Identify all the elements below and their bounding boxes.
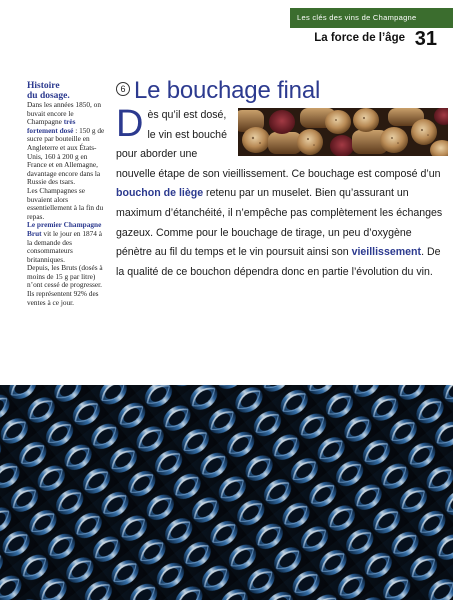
sidebar-text: Dans les années 1850, on buvait encore le Champagne bbox=[27, 100, 101, 127]
drop-cap: D bbox=[116, 103, 144, 145]
sidebar-history bbox=[27, 82, 107, 307]
sidebar-emphasis: Le premier Champagne Brut bbox=[27, 220, 102, 238]
section-title: Le bouchage final bbox=[134, 77, 321, 104]
muselets-photo bbox=[0, 385, 453, 600]
article-body bbox=[116, 103, 448, 282]
sidebar-title-line1: Histoire bbox=[27, 81, 60, 91]
sidebar-emphasis: très fortement dosé bbox=[27, 117, 76, 135]
muselets-photo-svg bbox=[0, 385, 453, 600]
sidebar-title bbox=[27, 82, 107, 101]
sidebar-paragraph: Les Champagnes se buvaient alors essentiellement à la fin du repas. bbox=[27, 185, 104, 221]
page-number: 31 bbox=[414, 28, 437, 50]
sidebar-paragraph: Depuis, les Bruts (dosés à moins de 15 g par litre) n’ont cessé de progresser. bbox=[27, 263, 103, 290]
article-highlight: vieillissement bbox=[351, 246, 422, 259]
sidebar-paragraph bbox=[27, 221, 107, 264]
sidebar-text: : 150 g de sucre par bouteille en Angleterre et aux États-Unis, 160 à 200 g en France et en Allemagne, davantage encore dans la Russie des tsars. bbox=[27, 125, 105, 187]
article-text: ès qu’il est dosé, le vin est bouché pour aborder une nouvelle étape de son vieillissement. Ce bouchage est composé d’un bbox=[116, 109, 441, 180]
sidebar-title-line2: du dosage. bbox=[27, 90, 70, 101]
article-text: . De la qualité de ce bouchon dépendra donc en partie l’évolution du vin. bbox=[116, 246, 441, 278]
chapter-title: La force de l’âge bbox=[314, 32, 405, 44]
corks-photo bbox=[238, 108, 448, 156]
sidebar-paragraph bbox=[27, 101, 107, 187]
header-band: Les clés des vins de Champagne bbox=[290, 8, 453, 28]
section-number-badge: 6 bbox=[116, 82, 130, 96]
article-text: retenu par un muselet. Bien qu’assurant un maximum d’étanchéité, il n’empêche pas complètement les échanges gazeux. Comme pour le bouchage de tirage, un peu d’oxygène pénètre au fil du temps et le vin poursuit ainsi son bbox=[116, 187, 443, 259]
sidebar-text: vit le jour en 1874 à la demande des consommateurs britanniques. bbox=[27, 228, 102, 264]
sidebar-paragraph: Ils représentent 92% des ventes à ce jour. bbox=[27, 289, 99, 307]
article-highlight: bouchon de liège bbox=[116, 187, 204, 200]
